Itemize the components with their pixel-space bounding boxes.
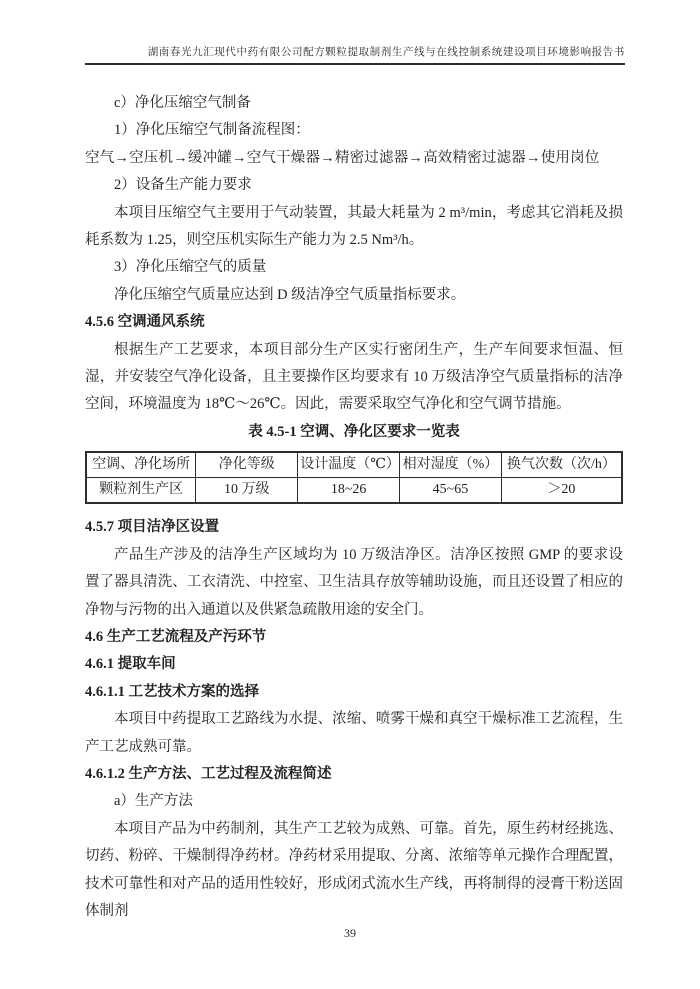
paragraph-hvac: 根据生产工艺要求，本项目部分生产区实行密闭生产，生产车间要求恒温、恒湿，并安装空气净化设备，且主要操作区均要求有 10 万级洁净空气质量指标的洁净空间，环境温度为 18℃～26℃。因此，需要采取空气净化和空气调节措施。 (85, 341, 623, 413)
table-caption: 表 4.5-1 空调、净化区要求一览表 (248, 423, 460, 440)
col-header-location: 空调、净化场所 (86, 452, 196, 478)
header-rule (85, 63, 625, 65)
col-header-clean-grade: 净化等级 (196, 452, 298, 478)
running-header (85, 44, 625, 65)
paragraph-compressed-air: 本项目压缩空气主要用于气动装置，其最大耗量为 2 m³/min，考虑其它消耗及损耗系数为 1.25，则空压机实际生产能力为 2.5 Nm³/h。 (85, 204, 623, 249)
process-flow-line: 空气→空压机→缓冲罐→空气干燥器→精密过滤器→高效精密过滤器→使用岗位 (85, 149, 600, 166)
subitem-2-capacity: 2）设备生产能力要求 (114, 177, 252, 194)
paragraph-clean-area: 产品生产涉及的洁净生产区域均为 10 万级洁净区。洁净区按照 GMP 的要求设置了器具清洗、工衣清洗、中控室、卫生洁具存放等辅助设施，而且还设置了相应的净物与污物的出入通道以及供紧急疏散用途的安全门。 (85, 546, 623, 618)
heading-4-6-1: 4.6.1 提取车间 (85, 656, 176, 673)
heading-4-6-1-2: 4.6.1.2 生产方法、工艺过程及流程简述 (85, 765, 332, 782)
paragraph-production-method: 本项目产品为中药制剂，其生产工艺较为成熟、可靠。首先，原生药材经挑选、切药、粉碎、干燥制得净药材。净药材采用提取、分离、浓缩等单元操作合理配置，技术可靠性和对产品的适用性较好，形成闭式流水生产线，再将制得的浸膏干粉送固体制剂 (85, 820, 623, 919)
col-header-air-changes: 换气次数（次/h） (501, 452, 622, 478)
col-header-humidity: 相对湿度（%） (400, 452, 502, 478)
col-header-temperature: 设计温度（℃） (298, 452, 400, 478)
subitem-3-air-quality: 3）净化压缩空气的质量 (114, 259, 267, 276)
subitem-1-flow-diagram: 1）净化压缩空气制备流程图： (114, 122, 310, 139)
report-title: 湖南春光九汇现代中药有限公司配方颗粒提取制剂生产线与在线控制系统建设项目环境影响报告书 (147, 47, 625, 58)
subitem-a-production: a）生产方法 (114, 793, 193, 810)
heading-4-6: 4.6 生产工艺流程及产污环节 (85, 628, 267, 645)
heading-4-6-1-1: 4.6.1.1 工艺技术方案的选择 (85, 683, 259, 700)
heading-4-5-6: 4.5.6 空调通风系统 (85, 314, 205, 331)
table-row (86, 478, 622, 504)
paragraph-extraction-route: 本项目中药提取工艺路线为水提、浓缩、喷雾干燥和真空干燥标准工艺流程，生产工艺成熟可靠。 (85, 711, 623, 755)
hvac-requirements-table (85, 451, 623, 504)
cell-humidity: 45~65 (400, 478, 502, 504)
subitem-c-air-prep: c）净化压缩空气制备 (114, 95, 251, 111)
heading-4-5-7: 4.5.7 项目洁净区设置 (85, 519, 220, 536)
cell-air-changes: ＞20 (501, 478, 622, 504)
cell-location: 颗粒剂生产区 (86, 478, 196, 504)
paragraph-grade-d: 净化压缩空气质量应达到 D 级洁净空气质量指标要求。 (114, 286, 466, 303)
document-body (85, 90, 623, 925)
cell-clean-grade: 10 万级 (196, 478, 298, 504)
page-number: 39 (344, 926, 356, 940)
table-header-row (86, 452, 622, 478)
cell-temperature: 18~26 (298, 478, 400, 504)
